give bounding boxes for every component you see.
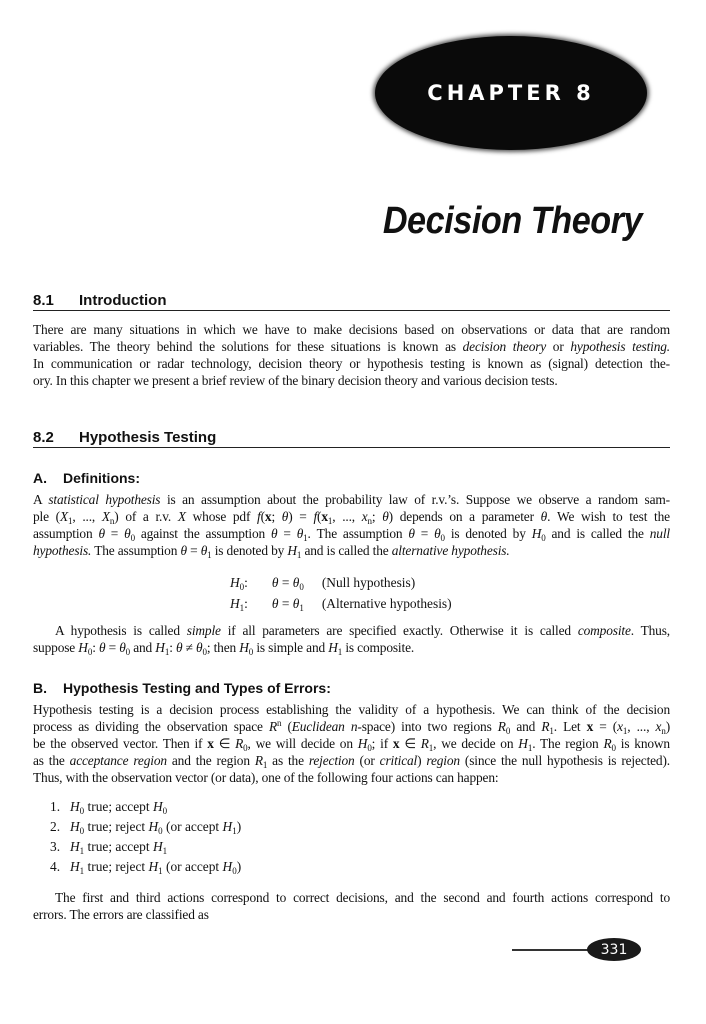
text-run: , we decide on <box>433 736 519 751</box>
text-run: x <box>655 719 662 734</box>
subscript: 0 <box>505 726 511 736</box>
text-run: H <box>287 543 297 558</box>
subscript: 1 <box>299 603 304 613</box>
text-run: R <box>541 719 550 734</box>
text-run: ) = <box>288 509 314 524</box>
subheading-definitions <box>33 470 140 486</box>
text-run: H <box>70 819 80 834</box>
text-run: θ <box>119 640 126 655</box>
text-run: H <box>239 640 249 655</box>
text-run: θ <box>196 640 203 655</box>
subscript: 0 <box>87 647 93 657</box>
text-run: ; then <box>206 640 240 655</box>
text-line <box>33 508 670 525</box>
text-run: null <box>649 526 670 541</box>
subscript: 1 <box>232 826 237 836</box>
text-line <box>33 622 670 639</box>
text-run: : <box>244 575 248 590</box>
text-run: θ <box>180 543 187 558</box>
text-run: . The region <box>532 736 604 751</box>
text-run: Hypothesis testing is a decision process establishing the validity of a hypothesis. We can think of the decision <box>33 702 670 717</box>
section-title: Hypothesis Testing <box>79 429 217 446</box>
text-run: and is called the <box>301 543 392 558</box>
text-run: = ( <box>593 719 618 734</box>
text-line <box>33 491 670 508</box>
text-run: , ..., <box>627 719 656 734</box>
definitions-paragraph <box>33 491 670 559</box>
subscript: 0 <box>79 826 85 836</box>
subscript: 1 <box>239 603 245 613</box>
text-run: = <box>278 596 293 611</box>
text-run: is simple and <box>253 640 329 655</box>
text-run: : <box>92 640 99 655</box>
text-run: f <box>257 509 261 524</box>
text-run: H <box>222 859 233 874</box>
text-run: H <box>222 819 233 834</box>
subscript: 1 <box>296 550 302 560</box>
text-run: R <box>254 753 263 768</box>
list-number: 3. <box>50 839 61 854</box>
text-run: true; accept <box>84 799 153 814</box>
text-run: θ <box>271 596 279 611</box>
text-line <box>33 338 670 355</box>
text-run: = <box>414 526 435 541</box>
text-line <box>33 355 670 372</box>
text-run: x <box>392 736 400 751</box>
subscript: 0 <box>158 826 163 836</box>
text-run: H <box>531 526 542 541</box>
superscript: n <box>276 718 282 728</box>
text-run: θ <box>124 526 131 541</box>
text-run: and is called the <box>545 526 650 541</box>
text-run: hypothesis testing. <box>570 339 670 354</box>
hypothesis-row <box>230 593 462 614</box>
list-item <box>50 817 241 837</box>
text-run: ∈ <box>399 736 421 751</box>
text-line <box>33 906 670 923</box>
text-run: H <box>148 859 159 874</box>
text-line <box>33 372 670 389</box>
subscript: 1 <box>158 866 163 876</box>
text-run: ory. In this chapter we present a brief review of the binary decision theory and various decision tests. <box>33 373 558 388</box>
subscript: 1 <box>337 647 343 657</box>
text-run: hypothesis. <box>33 543 92 558</box>
text-run: ) <box>417 753 427 768</box>
text-run: is composite. <box>342 640 415 655</box>
subscript: 0 <box>232 866 237 876</box>
text-run: There are many situations in which we have to make decisions based on observations or data that are random <box>33 322 670 337</box>
page-number: 331 <box>587 938 641 961</box>
text-run: H <box>70 859 80 874</box>
text-run: x <box>586 719 594 734</box>
text-run: X <box>101 509 110 524</box>
text-run: (or <box>354 753 380 768</box>
text-run: variables. The theory behind the solutions for these situations is known as <box>33 339 463 354</box>
text-run: X <box>59 509 69 524</box>
text-run: = <box>278 575 293 590</box>
text-run: rejection <box>308 753 355 768</box>
intro-paragraph <box>33 321 670 389</box>
text-run: , ..., <box>332 509 362 524</box>
text-run: x <box>207 736 214 751</box>
subscript: 0 <box>440 533 445 543</box>
text-run: composite <box>577 623 631 638</box>
subscript: 1 <box>549 726 554 736</box>
text-run: θ <box>200 543 208 558</box>
text-run: suppose <box>33 640 79 655</box>
text-run: x <box>321 509 328 524</box>
hypotheses-display <box>230 572 462 614</box>
actions-list <box>50 797 241 877</box>
subscript: n <box>367 516 372 526</box>
text-run: θ <box>434 526 441 541</box>
text-run: (or accept <box>162 859 223 874</box>
text-run: θ <box>98 526 105 541</box>
subscript: 0 <box>79 806 85 816</box>
text-run: ple ( <box>33 509 60 524</box>
text-run: θ <box>270 526 278 541</box>
hypothesis-row <box>230 572 462 593</box>
page-number-rule <box>512 949 590 951</box>
text-run: The first and third actions correspond to correct decisions, and the second and fourth actions correspond to <box>55 890 670 905</box>
text-run: is denoted by <box>444 526 532 541</box>
text-run: X <box>177 509 186 524</box>
text-run: against the assumption <box>134 526 271 541</box>
text-run: is denoted by <box>211 543 288 558</box>
text-run: H <box>70 799 80 814</box>
section-number: 8.1 <box>33 292 54 309</box>
text-run: : <box>244 596 248 611</box>
text-run: is known <box>615 736 670 751</box>
subscript: 0 <box>299 582 304 592</box>
text-run: assumption <box>33 526 99 541</box>
subsection-title: Definitions: <box>63 470 140 486</box>
list-number: 4. <box>50 859 61 874</box>
text-run: ∈ <box>213 736 236 751</box>
subscript: 0 <box>243 743 248 753</box>
text-run: Euclidean n <box>291 719 358 734</box>
text-run: R <box>268 719 277 734</box>
text-run: ( <box>281 719 292 734</box>
text-run: ) <box>236 819 242 834</box>
section-number: 8.2 <box>33 429 54 446</box>
text-run: if all parameters are specified exactly. Otherwise it is called <box>220 623 578 638</box>
text-run: Thus, with the observation vector (or data), one of the following four actions can happen: <box>33 770 499 785</box>
text-line <box>33 542 670 559</box>
text-run: H <box>230 596 240 611</box>
subsection-number: B. <box>33 680 47 696</box>
text-run: true; reject <box>84 859 149 874</box>
text-run: , ..., <box>72 509 102 524</box>
chapter-title: Decision Theory <box>382 200 642 242</box>
text-run: ; if <box>371 736 393 751</box>
text-run: x <box>361 509 368 524</box>
text-run: true; reject <box>84 819 149 834</box>
text-run: ) depends on a parameter <box>388 509 541 524</box>
list-number: 1. <box>50 799 61 814</box>
text-run: region <box>426 753 460 768</box>
text-run: ) of a r.v. <box>114 509 178 524</box>
subscript: 1 <box>262 760 268 770</box>
text-run: H <box>155 640 165 655</box>
subscript: 1 <box>79 866 85 876</box>
text-run: ) <box>665 719 671 734</box>
subscript: 0 <box>162 806 168 816</box>
text-run: whose pdf <box>185 509 258 524</box>
text-run: f <box>313 509 318 524</box>
text-run: is an assumption about the probability law of r.v.’s. Suppose we observe a random sam- <box>160 492 670 507</box>
text-run: ; <box>271 509 282 524</box>
text-line <box>33 735 670 752</box>
text-run: statistical hypothesis <box>48 492 161 507</box>
subscript: 0 <box>248 647 254 657</box>
text-run: θ <box>175 640 183 655</box>
subscript: 1 <box>162 846 168 856</box>
text-run: ≠ <box>182 640 197 655</box>
text-run: errors. The errors are classified as <box>33 907 209 922</box>
text-run: -space) into two regions <box>357 719 498 734</box>
text-run: H <box>152 839 163 854</box>
testing-paragraph <box>33 701 670 786</box>
subscript: 0 <box>130 533 135 543</box>
text-run: H <box>328 640 338 655</box>
text-line <box>33 752 670 769</box>
subsection-title: Hypothesis Testing and Types of Errors: <box>63 680 331 696</box>
text-run: x <box>264 509 272 524</box>
list-item <box>50 797 241 817</box>
text-line <box>33 718 670 735</box>
text-line <box>33 525 670 542</box>
text-run: = <box>105 640 120 655</box>
subscript: n <box>109 516 115 526</box>
text-run: R <box>497 719 506 734</box>
subscript: 1 <box>527 743 533 753</box>
text-run: . We wish to test the <box>547 509 670 524</box>
text-run: θ <box>292 575 300 590</box>
text-run: x <box>617 719 623 734</box>
subscript: 1 <box>164 647 170 657</box>
text-run: H <box>518 736 528 751</box>
subheading-types-of-errors <box>33 680 331 696</box>
text-run: and the region <box>166 753 255 768</box>
text-run: H <box>70 839 80 854</box>
text-run: H <box>152 799 163 814</box>
subscript: 0 <box>125 647 131 657</box>
list-item <box>50 857 241 877</box>
text-run: = <box>277 526 297 541</box>
subscript: 1 <box>303 533 308 543</box>
subscript: 0 <box>239 582 245 592</box>
text-run: = <box>186 543 201 558</box>
text-line <box>33 639 670 656</box>
text-run: and <box>130 640 156 655</box>
text-run: ( <box>317 509 322 524</box>
text-run: ( <box>260 509 265 524</box>
text-run: H <box>78 640 88 655</box>
text-run: alternative hypothesis. <box>391 543 510 558</box>
text-run: . The assumption <box>307 526 409 541</box>
text-run: = <box>104 526 125 541</box>
text-run: θ <box>98 640 106 655</box>
text-run: (Null hypothesis) <box>321 575 416 590</box>
text-run: H <box>230 575 240 590</box>
text-run: process as dividing the observation space <box>33 719 269 734</box>
text-run: (Alternative hypothesis) <box>321 596 452 611</box>
text-run: as the <box>33 753 70 768</box>
text-run: θ <box>296 526 304 541</box>
list-item <box>50 837 241 857</box>
text-run: and <box>510 719 542 734</box>
text-run: R <box>235 736 244 751</box>
simple-composite-paragraph <box>33 622 670 656</box>
text-run: R <box>603 736 612 751</box>
text-run: (since the null hypothesis is rejected). <box>459 753 670 768</box>
subscript: 0 <box>202 647 207 657</box>
text-run: : <box>169 640 176 655</box>
text-run: In communication or radar technology, decision theory or hypothesis testing is known as (signal) detection the- <box>33 356 670 371</box>
subscript: 0 <box>541 533 546 543</box>
closing-paragraph <box>33 889 670 923</box>
text-run: (or accept <box>162 819 223 834</box>
text-run: or <box>546 339 571 354</box>
text-line <box>33 769 670 786</box>
subscript: 1 <box>428 743 434 753</box>
text-run: A <box>33 492 49 507</box>
text-run: ) <box>236 859 242 874</box>
subscript: 1 <box>79 846 85 856</box>
text-run: . Let <box>553 719 587 734</box>
text-run: A hypothesis is called <box>55 623 187 638</box>
text-line <box>33 889 670 906</box>
text-run: θ <box>281 509 289 524</box>
text-run: decision theory <box>462 339 547 354</box>
chapter-label: CHAPTER 8 <box>427 81 595 105</box>
text-line <box>33 321 670 338</box>
text-run: ; <box>371 509 383 524</box>
text-run: The assumption <box>91 543 181 558</box>
subscript: 0 <box>611 743 616 753</box>
text-run: θ <box>408 526 415 541</box>
subscript: n <box>661 726 666 736</box>
text-run: θ <box>540 509 548 524</box>
text-run: θ <box>292 596 300 611</box>
text-run: true; accept <box>84 839 153 854</box>
subscript: 1 <box>622 726 628 736</box>
subscript: 1 <box>68 516 73 526</box>
subscript: 1 <box>207 550 212 560</box>
text-run: be the observed vector. Then if <box>33 736 208 751</box>
text-run: , we will decide on <box>247 736 358 751</box>
text-run: . Thus, <box>630 623 670 638</box>
text-run: H <box>357 736 368 751</box>
text-run: as the <box>267 753 309 768</box>
text-run: critical <box>379 753 418 768</box>
text-run: acceptance region <box>69 753 167 768</box>
text-run: simple <box>186 623 221 638</box>
text-run: θ <box>271 575 279 590</box>
subsection-number: A. <box>33 470 47 486</box>
list-number: 2. <box>50 819 61 834</box>
subscript: 0 <box>367 743 372 753</box>
text-run: θ <box>382 509 389 524</box>
subscript: 1 <box>327 516 333 526</box>
text-run: H <box>148 819 159 834</box>
section-heading-introduction <box>33 292 670 311</box>
text-run: R <box>420 736 429 751</box>
section-title: Introduction <box>79 292 167 309</box>
text-line <box>33 701 670 718</box>
section-heading-hypothesis-testing <box>33 429 670 448</box>
